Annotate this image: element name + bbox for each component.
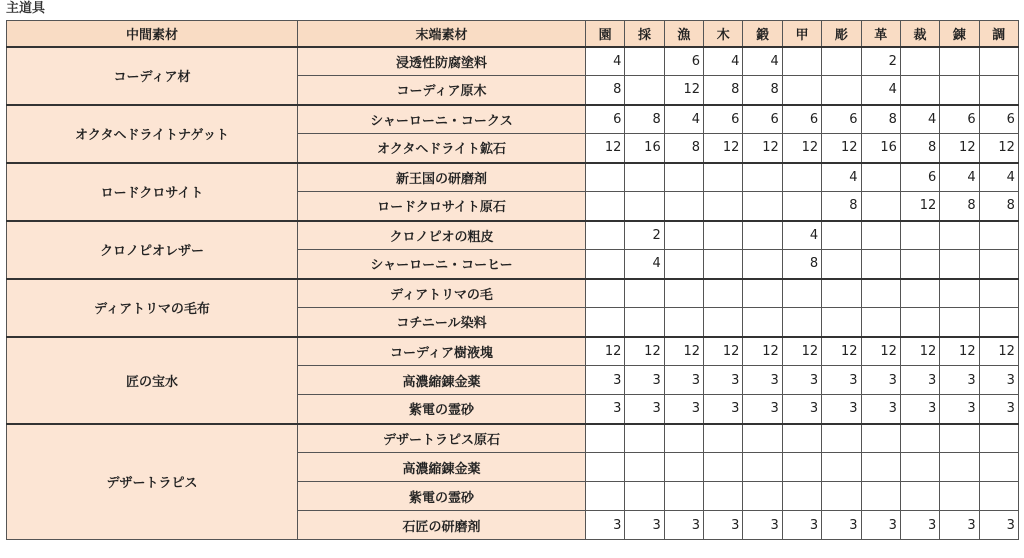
quantity-cell bbox=[782, 192, 821, 221]
materials-table bbox=[6, 20, 1019, 540]
quantity-cell bbox=[822, 76, 861, 105]
quantity-cell bbox=[900, 453, 939, 482]
quantity-cell: 12 bbox=[782, 134, 821, 163]
quantity-cell: 3 bbox=[664, 366, 703, 395]
quantity-cell bbox=[979, 482, 1018, 511]
quantity-cell bbox=[979, 221, 1018, 250]
quantity-cell bbox=[861, 308, 900, 337]
quantity-cell bbox=[704, 163, 743, 192]
quantity-cell: 3 bbox=[822, 366, 861, 395]
quantity-cell: 3 bbox=[586, 511, 625, 540]
quantity-cell bbox=[625, 76, 664, 105]
quantity-cell bbox=[940, 221, 979, 250]
quantity-cell bbox=[743, 308, 782, 337]
quantity-cell: 6 bbox=[900, 163, 939, 192]
quantity-cell bbox=[743, 163, 782, 192]
quantity-cell: 12 bbox=[900, 337, 939, 366]
quantity-cell: 3 bbox=[782, 366, 821, 395]
quantity-cell: 4 bbox=[900, 105, 939, 134]
quantity-cell: 3 bbox=[704, 366, 743, 395]
end-material-cell: ディアトリマの毛 bbox=[298, 279, 586, 308]
quantity-cell: 8 bbox=[782, 250, 821, 279]
quantity-cell: 12 bbox=[900, 192, 939, 221]
table-row bbox=[7, 337, 1019, 366]
quantity-cell: 8 bbox=[979, 192, 1018, 221]
quantity-cell bbox=[822, 482, 861, 511]
quantity-cell: 6 bbox=[743, 105, 782, 134]
quantity-cell: 3 bbox=[625, 366, 664, 395]
quantity-cell bbox=[861, 482, 900, 511]
sheet-title: 主道具 bbox=[6, 1, 46, 16]
quantity-cell: 3 bbox=[979, 395, 1018, 424]
quantity-cell bbox=[664, 453, 703, 482]
quantity-cell: 3 bbox=[625, 511, 664, 540]
quantity-cell bbox=[586, 250, 625, 279]
quantity-cell: 6 bbox=[822, 105, 861, 134]
quantity-cell bbox=[900, 250, 939, 279]
quantity-cell bbox=[940, 279, 979, 308]
end-material-cell: 石匠の研磨剤 bbox=[298, 511, 586, 540]
quantity-cell: 2 bbox=[625, 221, 664, 250]
quantity-cell bbox=[900, 76, 939, 105]
quantity-cell: 6 bbox=[940, 105, 979, 134]
end-material-cell: オクタヘドライト鉱石 bbox=[298, 134, 586, 163]
quantity-cell: 4 bbox=[625, 250, 664, 279]
quantity-cell: 3 bbox=[743, 366, 782, 395]
quantity-cell: 3 bbox=[979, 366, 1018, 395]
quantity-cell: 4 bbox=[979, 163, 1018, 192]
quantity-cell bbox=[782, 453, 821, 482]
quantity-cell bbox=[625, 453, 664, 482]
quantity-cell bbox=[704, 453, 743, 482]
end-material-cell: シャーローニ・コーヒー bbox=[298, 250, 586, 279]
end-material-cell: コチニール染料 bbox=[298, 308, 586, 337]
quantity-cell bbox=[900, 308, 939, 337]
header-class: 園 bbox=[586, 21, 625, 47]
quantity-cell: 3 bbox=[861, 366, 900, 395]
quantity-cell: 4 bbox=[861, 76, 900, 105]
quantity-cell: 3 bbox=[979, 511, 1018, 540]
quantity-cell bbox=[625, 192, 664, 221]
table-row bbox=[7, 47, 1019, 76]
quantity-cell bbox=[940, 482, 979, 511]
quantity-cell: 8 bbox=[900, 134, 939, 163]
quantity-cell: 4 bbox=[586, 47, 625, 76]
quantity-cell bbox=[625, 47, 664, 76]
header-class: 裁 bbox=[900, 21, 939, 47]
quantity-cell bbox=[586, 482, 625, 511]
quantity-cell bbox=[861, 279, 900, 308]
quantity-cell bbox=[586, 192, 625, 221]
quantity-cell: 12 bbox=[586, 337, 625, 366]
mid-material-cell: オクタヘドライトナゲット bbox=[7, 105, 298, 163]
quantity-cell: 6 bbox=[782, 105, 821, 134]
end-material-cell: 新王国の研磨剤 bbox=[298, 163, 586, 192]
quantity-cell bbox=[782, 279, 821, 308]
quantity-cell bbox=[743, 424, 782, 453]
quantity-cell: 3 bbox=[822, 511, 861, 540]
end-material-cell: クロノピオの粗皮 bbox=[298, 221, 586, 250]
end-material-cell: 紫電の霊砂 bbox=[298, 395, 586, 424]
quantity-cell: 3 bbox=[940, 366, 979, 395]
quantity-cell bbox=[664, 482, 703, 511]
quantity-cell: 8 bbox=[743, 76, 782, 105]
header-class: 木 bbox=[704, 21, 743, 47]
header-row bbox=[7, 21, 1019, 47]
quantity-cell bbox=[822, 47, 861, 76]
quantity-cell: 4 bbox=[743, 47, 782, 76]
quantity-cell bbox=[625, 424, 664, 453]
quantity-cell bbox=[979, 279, 1018, 308]
end-material-cell: 高濃縮錬金薬 bbox=[298, 366, 586, 395]
end-material-cell: ロードクロサイト原石 bbox=[298, 192, 586, 221]
quantity-cell bbox=[822, 279, 861, 308]
quantity-cell bbox=[743, 192, 782, 221]
table-body bbox=[7, 47, 1019, 540]
quantity-cell bbox=[664, 163, 703, 192]
quantity-cell: 3 bbox=[704, 511, 743, 540]
quantity-cell: 3 bbox=[940, 511, 979, 540]
mid-material-cell: ディアトリマの毛布 bbox=[7, 279, 298, 337]
mid-material-cell: デザートラピス bbox=[7, 424, 298, 540]
mid-material-cell: 匠の宝水 bbox=[7, 337, 298, 424]
quantity-cell bbox=[586, 453, 625, 482]
quantity-cell: 3 bbox=[782, 511, 821, 540]
quantity-cell bbox=[704, 250, 743, 279]
quantity-cell: 8 bbox=[861, 105, 900, 134]
quantity-cell: 3 bbox=[586, 395, 625, 424]
header-end-material: 末端素材 bbox=[298, 21, 586, 47]
quantity-cell: 4 bbox=[940, 163, 979, 192]
quantity-cell bbox=[743, 482, 782, 511]
quantity-cell bbox=[979, 453, 1018, 482]
quantity-cell bbox=[861, 424, 900, 453]
quantity-cell bbox=[979, 308, 1018, 337]
quantity-cell bbox=[704, 221, 743, 250]
table-row bbox=[7, 279, 1019, 308]
quantity-cell bbox=[704, 482, 743, 511]
quantity-cell: 3 bbox=[822, 395, 861, 424]
header-class: 鍛 bbox=[743, 21, 782, 47]
quantity-cell bbox=[782, 47, 821, 76]
quantity-cell bbox=[900, 221, 939, 250]
quantity-cell: 6 bbox=[664, 47, 703, 76]
quantity-cell: 12 bbox=[979, 134, 1018, 163]
quantity-cell: 4 bbox=[704, 47, 743, 76]
quantity-cell bbox=[586, 221, 625, 250]
quantity-cell bbox=[979, 76, 1018, 105]
quantity-cell: 3 bbox=[900, 395, 939, 424]
quantity-cell: 12 bbox=[743, 337, 782, 366]
quantity-cell: 4 bbox=[822, 163, 861, 192]
quantity-cell bbox=[822, 308, 861, 337]
header-class: 漁 bbox=[664, 21, 703, 47]
quantity-cell bbox=[940, 308, 979, 337]
quantity-cell: 8 bbox=[586, 76, 625, 105]
quantity-cell: 12 bbox=[704, 337, 743, 366]
quantity-cell bbox=[664, 192, 703, 221]
quantity-cell: 6 bbox=[979, 105, 1018, 134]
quantity-cell bbox=[861, 250, 900, 279]
quantity-cell bbox=[782, 76, 821, 105]
quantity-cell: 8 bbox=[704, 76, 743, 105]
end-material-cell: 高濃縮錬金薬 bbox=[298, 453, 586, 482]
quantity-cell: 12 bbox=[782, 337, 821, 366]
quantity-cell bbox=[704, 279, 743, 308]
header-class: 錬 bbox=[940, 21, 979, 47]
quantity-cell: 3 bbox=[586, 366, 625, 395]
quantity-cell bbox=[704, 424, 743, 453]
quantity-cell: 12 bbox=[979, 337, 1018, 366]
quantity-cell: 6 bbox=[586, 105, 625, 134]
quantity-cell bbox=[664, 424, 703, 453]
quantity-cell: 4 bbox=[664, 105, 703, 134]
quantity-cell bbox=[822, 453, 861, 482]
quantity-cell: 3 bbox=[704, 395, 743, 424]
quantity-cell bbox=[979, 47, 1018, 76]
quantity-cell bbox=[664, 221, 703, 250]
table-row bbox=[7, 424, 1019, 453]
quantity-cell bbox=[900, 47, 939, 76]
quantity-cell bbox=[861, 192, 900, 221]
header-class: 採 bbox=[625, 21, 664, 47]
quantity-cell: 3 bbox=[664, 511, 703, 540]
quantity-cell: 16 bbox=[861, 134, 900, 163]
quantity-cell bbox=[900, 482, 939, 511]
end-material-cell: コーディア原木 bbox=[298, 76, 586, 105]
mid-material-cell: クロノピオレザー bbox=[7, 221, 298, 279]
quantity-cell bbox=[704, 308, 743, 337]
quantity-cell: 3 bbox=[743, 511, 782, 540]
quantity-cell: 12 bbox=[704, 134, 743, 163]
quantity-cell: 12 bbox=[822, 337, 861, 366]
quantity-cell bbox=[625, 279, 664, 308]
header-class: 彫 bbox=[822, 21, 861, 47]
quantity-cell bbox=[822, 250, 861, 279]
quantity-cell bbox=[940, 250, 979, 279]
quantity-cell bbox=[861, 163, 900, 192]
quantity-cell: 3 bbox=[664, 395, 703, 424]
header-class: 調 bbox=[979, 21, 1018, 47]
quantity-cell bbox=[664, 308, 703, 337]
end-material-cell: 浸透性防腐塗料 bbox=[298, 47, 586, 76]
quantity-cell: 16 bbox=[625, 134, 664, 163]
quantity-cell: 12 bbox=[625, 337, 664, 366]
quantity-cell: 12 bbox=[664, 76, 703, 105]
quantity-cell bbox=[782, 482, 821, 511]
quantity-cell bbox=[743, 221, 782, 250]
quantity-cell: 3 bbox=[782, 395, 821, 424]
quantity-cell bbox=[743, 250, 782, 279]
quantity-cell: 3 bbox=[861, 511, 900, 540]
quantity-cell bbox=[900, 279, 939, 308]
header-class: 甲 bbox=[782, 21, 821, 47]
table-row bbox=[7, 105, 1019, 134]
quantity-cell bbox=[940, 76, 979, 105]
quantity-cell bbox=[940, 424, 979, 453]
quantity-cell bbox=[782, 424, 821, 453]
header-mid-material: 中間素材 bbox=[7, 21, 298, 47]
quantity-cell: 12 bbox=[822, 134, 861, 163]
quantity-cell bbox=[979, 424, 1018, 453]
quantity-cell bbox=[586, 279, 625, 308]
quantity-cell bbox=[940, 453, 979, 482]
mid-material-cell: ロードクロサイト bbox=[7, 163, 298, 221]
end-material-cell: コーディア樹液塊 bbox=[298, 337, 586, 366]
quantity-cell bbox=[940, 47, 979, 76]
quantity-cell: 3 bbox=[861, 395, 900, 424]
quantity-cell bbox=[664, 279, 703, 308]
mid-material-cell: コーディア材 bbox=[7, 47, 298, 105]
quantity-cell bbox=[782, 308, 821, 337]
quantity-cell: 12 bbox=[586, 134, 625, 163]
quantity-cell: 12 bbox=[861, 337, 900, 366]
quantity-cell bbox=[625, 163, 664, 192]
quantity-cell bbox=[664, 250, 703, 279]
quantity-cell: 2 bbox=[861, 47, 900, 76]
quantity-cell: 8 bbox=[822, 192, 861, 221]
quantity-cell: 8 bbox=[625, 105, 664, 134]
header-class: 革 bbox=[861, 21, 900, 47]
quantity-cell bbox=[822, 221, 861, 250]
quantity-cell: 8 bbox=[664, 134, 703, 163]
table-row bbox=[7, 163, 1019, 192]
quantity-cell: 4 bbox=[782, 221, 821, 250]
quantity-cell: 3 bbox=[900, 511, 939, 540]
quantity-cell: 3 bbox=[900, 366, 939, 395]
end-material-cell: シャーローニ・コークス bbox=[298, 105, 586, 134]
table-row bbox=[7, 221, 1019, 250]
quantity-cell bbox=[743, 279, 782, 308]
quantity-cell bbox=[900, 424, 939, 453]
quantity-cell bbox=[586, 308, 625, 337]
quantity-cell bbox=[743, 453, 782, 482]
quantity-cell: 12 bbox=[664, 337, 703, 366]
quantity-cell: 12 bbox=[743, 134, 782, 163]
quantity-cell bbox=[979, 250, 1018, 279]
end-material-cell: 紫電の霊砂 bbox=[298, 482, 586, 511]
quantity-cell bbox=[704, 192, 743, 221]
quantity-cell: 12 bbox=[940, 134, 979, 163]
end-material-cell: デザートラピス原石 bbox=[298, 424, 586, 453]
quantity-cell bbox=[822, 424, 861, 453]
quantity-cell: 3 bbox=[743, 395, 782, 424]
quantity-cell bbox=[586, 163, 625, 192]
quantity-cell: 3 bbox=[625, 395, 664, 424]
quantity-cell bbox=[586, 424, 625, 453]
quantity-cell bbox=[782, 163, 821, 192]
quantity-cell: 8 bbox=[940, 192, 979, 221]
quantity-cell: 3 bbox=[940, 395, 979, 424]
quantity-cell bbox=[625, 308, 664, 337]
quantity-cell bbox=[861, 221, 900, 250]
quantity-cell bbox=[861, 453, 900, 482]
quantity-cell: 12 bbox=[940, 337, 979, 366]
quantity-cell: 6 bbox=[704, 105, 743, 134]
quantity-cell bbox=[625, 482, 664, 511]
